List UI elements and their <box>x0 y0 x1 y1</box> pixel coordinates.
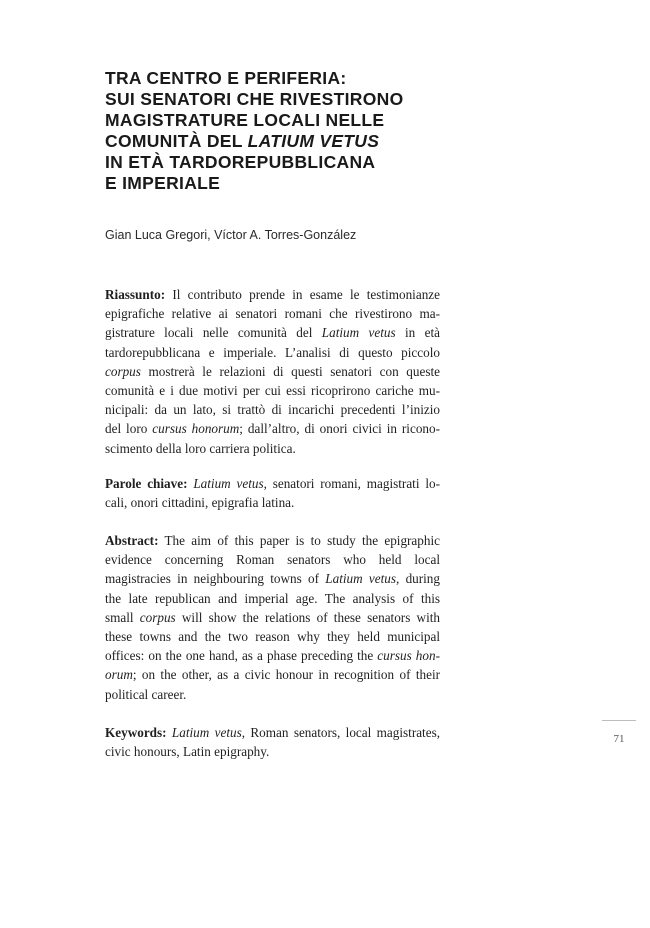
text: , Roman senators, local magistrates, <box>241 725 441 740</box>
text-line: epigrafiche relative ai senatori romani che rivestirono ma- <box>105 306 440 322</box>
title-line <box>105 131 465 152</box>
title-line: E IMPERIALE <box>105 173 221 193</box>
text: in età <box>395 325 440 341</box>
italic-text: cursus hon- <box>377 648 440 664</box>
title-line: MAGISTRATURE LOCALI NELLE <box>105 110 385 130</box>
title-line: SUI SENATORI CHE RIVESTIRONO <box>105 89 404 109</box>
text: small <box>105 609 140 625</box>
riassunto-label: Riassunto: <box>105 287 166 302</box>
text-line: the late republican and imperial age. The analysis of this <box>105 590 440 606</box>
text: mostrerà le relazioni di questi senatori con queste <box>140 363 440 379</box>
text-line: tardorepubblicana e imperiale. L’analisi di questo piccolo <box>105 344 440 360</box>
parole-chiave-label: Parole chiave: <box>105 476 188 491</box>
italic-text: Latium vetus <box>325 571 397 587</box>
page-number-rule <box>602 720 636 721</box>
riassunto-paragraph <box>105 285 440 458</box>
title-text: COMUNITÀ DEL <box>105 131 248 151</box>
text: magistracies in neighbouring towns of <box>105 571 326 587</box>
authors: Gian Luca Gregori, Víctor A. Torres-González <box>105 228 357 242</box>
text: , senatori romani, magistrati lo- <box>263 476 440 491</box>
abstract-label: Abstract: <box>105 533 159 548</box>
italic-text: corpus <box>139 609 176 625</box>
italic-text: Latium vetus <box>193 476 264 491</box>
text: will show the relations of these senators with <box>175 609 440 625</box>
abstract-paragraph <box>105 531 440 704</box>
italic-text: Latium vetus <box>321 325 396 341</box>
text: , during <box>396 571 440 587</box>
text: The aim of this paper is to study the epigraphic <box>158 533 440 548</box>
title-line: IN ETÀ TARDOREPUBBLICANA <box>105 152 376 172</box>
italic-text: cursus honorum <box>152 421 240 437</box>
title-line: TRA CENTRO E PERIFERIA: <box>105 68 347 88</box>
text-line: comunità e i due motivi per cui essi ricoprirono cariche mu- <box>105 383 440 399</box>
text: offices: on the one hand, as a phase preceding the <box>105 648 378 664</box>
text-line: cali, onori cittadini, epigrafia latina. <box>105 495 295 511</box>
text-line: nicipali: da un lato, si trattò di incarichi precedenti l’inizio <box>105 402 440 418</box>
page-number: 71 <box>613 733 625 745</box>
article-title <box>105 68 465 194</box>
text-line: these towns and the two reason why they held municipal <box>105 629 440 645</box>
keywords-label: Keywords: <box>105 725 167 740</box>
text-line: evidence concerning Roman senators who held local <box>105 552 440 568</box>
parole-chiave-paragraph <box>105 474 440 512</box>
italic-text: corpus <box>105 363 141 379</box>
italic-text: Latium vetus <box>171 725 242 740</box>
text-line: scimento della loro carriera politica. <box>105 440 296 456</box>
text: Il contributo prende in esame le testimonianze <box>165 287 440 302</box>
text: ; on the other, as a civic honour in recognition of their <box>132 667 440 683</box>
italic-text: orum <box>105 667 133 683</box>
keywords-paragraph <box>105 723 440 761</box>
text-line: civic honours, Latin epigraphy. <box>105 744 270 760</box>
text: gistrature locali nelle comunità del <box>105 325 322 341</box>
text-line: political career. <box>105 686 187 702</box>
title-italic-text: LATIUM VETUS <box>247 131 380 151</box>
text: ; dall’altro, di onori civici in ricono- <box>239 421 440 437</box>
text: del loro <box>105 421 153 437</box>
